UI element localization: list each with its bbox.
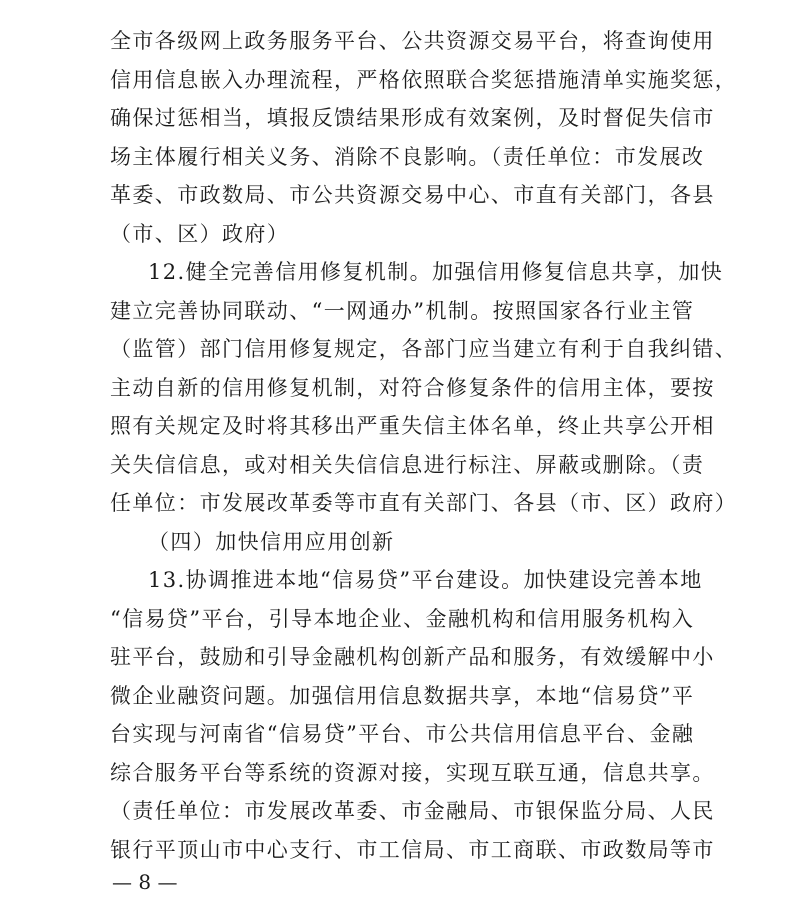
- section-four-heading: （四）加快信用应用创新: [148, 529, 395, 554]
- body-line-9: （监管）部门信用修复规定，各部门应当建立有利于自我纠错、: [110, 337, 738, 361]
- body-line-16: “信易贷”平台，引导本地企业、金融机构和信用服务机构入: [110, 606, 695, 631]
- item-13-heading-line: 13.协调推进本地“信易贷”平台建设。加快建设完善本地: [148, 568, 703, 592]
- body-line-4: 场主体履行相关义务、消除不良影响。（责任单位：市发展改: [110, 144, 705, 169]
- body-line-8: 建立完善协同联动、“一网通办”机制。按照国家各行业主管: [110, 298, 695, 323]
- body-line-5: 革委、市政数局、市公共资源交易中心、市直有关部门，各县: [110, 183, 715, 207]
- body-line-6: （市、区）政府）: [110, 221, 290, 246]
- body-line-12: 关失信信息，或对相关失信信息进行标注、屏蔽或删除。（责: [110, 452, 705, 477]
- body-line-1: 全市各级网上政务服务平台、公共资源交易平台，将查询使用: [110, 29, 715, 53]
- body-line-13: 任单位：市发展改革委等市直有关部门、各县（市、区）政府）: [110, 491, 738, 515]
- body-line-11: 照有关规定及时将其移出严重失信主体名单，终止共享公开相: [110, 414, 715, 438]
- body-line-21: （责任单位：市发展改革委、市金融局、市银保监分局、人民: [110, 799, 715, 823]
- body-line-2: 信用信息嵌入办理流程，严格依照联合奖惩措施清单实施奖惩，: [110, 67, 738, 92]
- body-line-20: 综合服务平台等系统的资源对接，实现互联互通，信息共享。: [110, 760, 715, 785]
- body-line-17: 驻平台，鼓励和引导金融机构创新产品和服务，有效缓解中小: [110, 645, 715, 669]
- body-line-19: 台实现与河南省“信易贷”平台、市公共信用信息平台、金融: [110, 722, 695, 746]
- body-line-22: 银行平顶山市中心支行、市工信局、市工商联、市政数局等市: [110, 837, 715, 862]
- body-line-3: 确保过惩相当，填报反馈结果形成有效案例，及时督促失信市: [110, 106, 715, 130]
- page-number: — 8 —: [112, 870, 178, 894]
- body-line-10: 主动自新的信用修复机制，对符合修复条件的信用主体，要按: [110, 375, 715, 400]
- item-12-heading-line: 12.健全完善信用修复机制。加强信用修复信息共享，加快: [148, 260, 724, 284]
- body-line-18: 微企业融资问题。加强信用信息数据共享，本地“信易贷”平: [110, 683, 695, 708]
